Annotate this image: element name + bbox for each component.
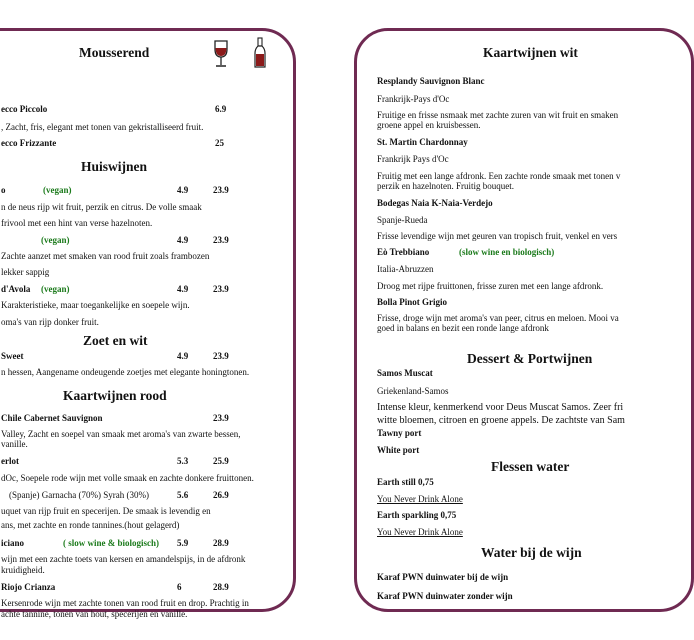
item-origin: Italia-Abruzzen bbox=[377, 264, 434, 274]
item-origin: Frankrijk-Pays d'Oc bbox=[377, 94, 450, 104]
item-desc: n de neus rijp wit fruit, perzik en citrus. De volle smaak bbox=[1, 202, 202, 212]
item-origin: Frankrijk Pays d'Oc bbox=[377, 154, 449, 164]
item-desc: Karakteristieke, maar toegankelijke en soepele wijn. bbox=[1, 300, 190, 310]
glass-price: 5.6 bbox=[177, 490, 189, 500]
item-desc: Intense kleur, kenmerkend voor Deus Muscat Samos. Zeer fri bbox=[377, 402, 624, 413]
white-port: White port bbox=[377, 445, 420, 455]
glass-price: 4.9 bbox=[177, 185, 189, 195]
item-desc: Frisse levendige wijn met geuren van tropisch fruit, venkel en vers bbox=[377, 231, 618, 241]
heading-flessen-water: Flessen water bbox=[491, 459, 570, 474]
item-desc: groene appel en kruisbessen. bbox=[377, 120, 481, 130]
item-name: Resplandy Sauvignon Blanc bbox=[377, 76, 485, 86]
item-desc: vanille. bbox=[1, 439, 28, 449]
item-name: d'Avola bbox=[1, 284, 31, 294]
item-name: Sweet bbox=[1, 351, 24, 361]
heading-mousserend: Mousserend bbox=[79, 45, 150, 60]
item-desc: Kersenrode wijn met zachte tonen van rood fruit en drop. Prachtig in bbox=[1, 598, 249, 608]
item-desc: wijn met een zachte toets van kersen en amandelspijs, in de afdronk bbox=[1, 554, 246, 564]
item-price: 6.9 bbox=[215, 104, 227, 114]
item-desc: Valley, Zacht en soepel van smaak met aroma's van zwarte bessen, bbox=[1, 429, 241, 439]
item-name: Karaf PWN duinwater zonder wijn bbox=[377, 591, 513, 601]
slow-wine-tag: ( slow wine & biologisch) bbox=[63, 538, 160, 548]
item-desc: oma's van rijp donker fruit. bbox=[1, 317, 99, 327]
heading-zoet-en-wit: Zoet en wit bbox=[83, 333, 148, 348]
item-name: ecco Frizzante bbox=[1, 138, 57, 148]
glass-price: 4.9 bbox=[177, 235, 189, 245]
wine-glass-icon bbox=[211, 39, 231, 69]
left-content bbox=[1, 31, 279, 619]
heading-huiswijnen: Huiswijnen bbox=[81, 159, 148, 174]
right-content bbox=[377, 31, 691, 609]
vegan-tag: (vegan) bbox=[41, 284, 70, 294]
item-name: Earth sparkling 0,75 bbox=[377, 510, 457, 520]
item-name: Bolla Pinot Grigio bbox=[377, 297, 448, 307]
item-name: erlot bbox=[1, 456, 19, 466]
item-name: St. Martin Chardonnay bbox=[377, 137, 468, 147]
item-name: Riojo Crianza bbox=[1, 582, 56, 592]
tawny-port: Tawny port bbox=[377, 428, 422, 438]
wine-bottle-icon bbox=[253, 37, 267, 69]
item-origin: Griekenland-Samos bbox=[377, 386, 449, 396]
item-desc: Droog met rijpe fruittonen, frisse zuren met een lange afdronk. bbox=[377, 281, 604, 291]
item-name: Earth still 0,75 bbox=[377, 477, 434, 487]
bottle-price: 23.9 bbox=[213, 351, 229, 361]
item-desc: Fruitig met een lange afdronk. Een zachte ronde smaak met tonen v bbox=[377, 171, 621, 181]
item-desc: uquet van rijp fruit en specerijen. De smaak is levendig en bbox=[1, 506, 211, 516]
vegan-tag: (vegan) bbox=[41, 235, 70, 245]
menu-card-left bbox=[0, 28, 296, 619]
glass-price: 4.9 bbox=[177, 351, 189, 361]
item-desc: frivool met een hint van verse hazelnoten. bbox=[1, 218, 153, 228]
heading-water-bij-de-wijn: Water bij de wijn bbox=[481, 545, 582, 560]
bottle-price: 23.9 bbox=[213, 413, 229, 423]
heading-kaartwijnen-wit: Kaartwijnen wit bbox=[483, 45, 578, 60]
item-desc: goed in balans en bezit een ronde lange afdronk bbox=[377, 323, 549, 333]
vegan-tag: (vegan) bbox=[43, 185, 72, 195]
glass-price: 5.9 bbox=[177, 538, 189, 548]
item-desc: Zachte aanzet met smaken van rood fruit zoals frambozen bbox=[1, 251, 210, 261]
item-name: iciano bbox=[1, 538, 25, 548]
item-name: Bodegas Naia K-Naia-Verdejo bbox=[377, 198, 493, 208]
item-name: o bbox=[1, 185, 6, 195]
heading-dessert-portwijnen: Dessert & Portwijnen bbox=[467, 351, 593, 366]
bottle-price: 23.9 bbox=[213, 185, 229, 195]
item-desc: achte tannine, tonen van hout, specerijen en vanille. bbox=[1, 609, 188, 619]
item-name: (Spanje) Garnacha (70%) Syrah (30%) bbox=[9, 490, 149, 500]
item-desc: Frisse, droge wijn met aroma's van peer, citrus en meloen. Mooi va bbox=[377, 313, 619, 323]
item-desc: kruidigheid. bbox=[1, 565, 45, 575]
glass-price: 6 bbox=[177, 582, 182, 592]
bottle-price: 28.9 bbox=[213, 538, 229, 548]
item-name: Chile Cabernet Sauvignon bbox=[1, 413, 103, 423]
bottle-price: 26.9 bbox=[213, 490, 229, 500]
item-desc: ans, met zachte en ronde tannines.(hout gelagerd) bbox=[1, 520, 180, 530]
item-desc: Fruitige en frisse nsmaak met zachte zuren van wit fruit en smaken bbox=[377, 110, 619, 120]
item-desc: , Zacht, fris, elegant met tonen van gekristalliseerd fruit. bbox=[1, 122, 204, 132]
item-desc: dOc, Soepele rode wijn met volle smaak en zachte donkere fruittonen. bbox=[1, 473, 254, 483]
bottle-price: 23.9 bbox=[213, 235, 229, 245]
item-desc: perzik en hazelnoten. Fruitig bouquet. bbox=[377, 181, 514, 191]
item-name: Eò Trebbiano bbox=[377, 247, 430, 257]
item-price: 25 bbox=[215, 138, 224, 148]
you-never-drink-alone-link[interactable]: You Never Drink Alone bbox=[377, 494, 463, 504]
heading-kaartwijnen-rood: Kaartwijnen rood bbox=[63, 388, 167, 403]
item-name: Samos Muscat bbox=[377, 368, 433, 378]
item-desc: witte bloemen, citroen en groene appels. De zachtste van Sam bbox=[377, 415, 625, 426]
glass-price: 4.9 bbox=[177, 284, 189, 294]
item-origin: Spanje-Rueda bbox=[377, 215, 428, 225]
item-desc: lekker sappig bbox=[1, 267, 50, 277]
item-name: Karaf PWN duinwater bij de wijn bbox=[377, 572, 509, 582]
bottle-price: 28.9 bbox=[213, 582, 229, 592]
item-desc: n hessen, Aangename ondeugende zoetjes met elegante honingtonen. bbox=[1, 367, 250, 377]
bottle-price: 23.9 bbox=[213, 284, 229, 294]
slow-wine-tag: (slow wine en biologisch) bbox=[459, 247, 555, 257]
bottle-price: 25.9 bbox=[213, 456, 229, 466]
item-name: ecco Piccolo bbox=[1, 104, 48, 114]
glass-price: 5.3 bbox=[177, 456, 189, 466]
you-never-drink-alone-link[interactable]: You Never Drink Alone bbox=[377, 527, 463, 537]
menu-card-right bbox=[354, 28, 694, 612]
